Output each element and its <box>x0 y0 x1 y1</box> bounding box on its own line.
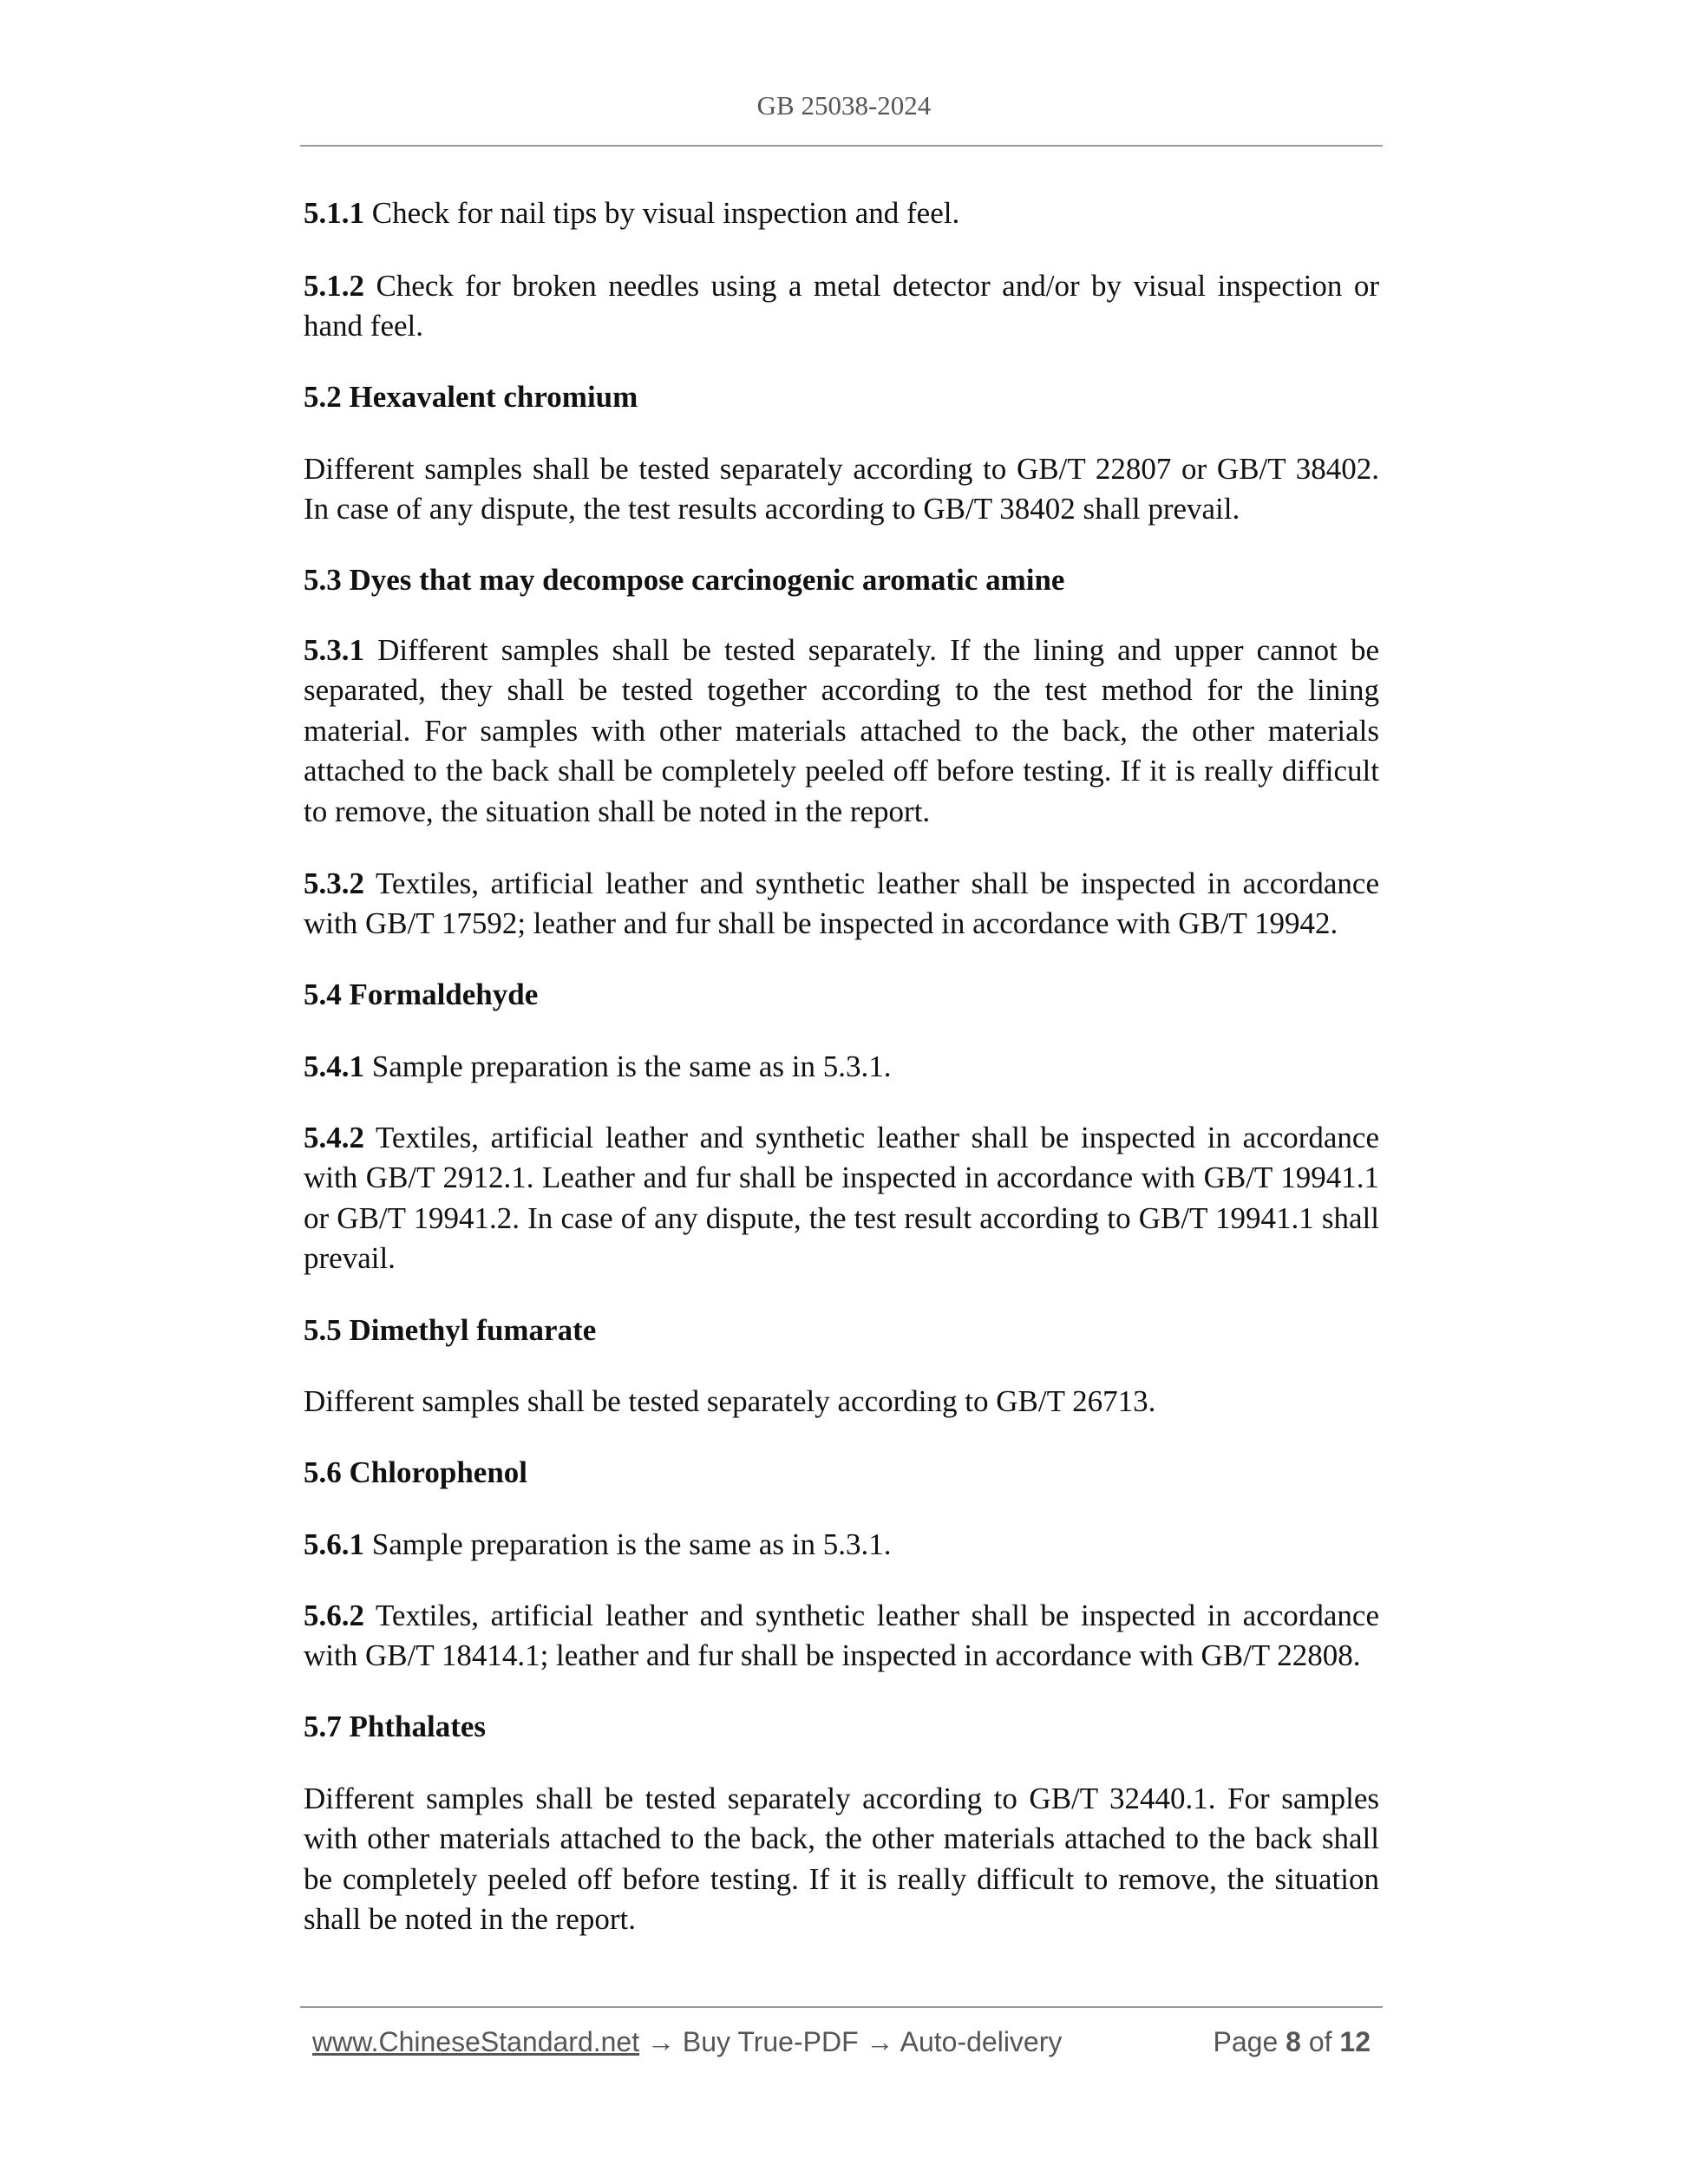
clause-text: Check for nail tips by visual inspection and feel. <box>364 196 960 230</box>
clause-5-6-1 <box>304 1525 1379 1565</box>
page-footer <box>312 2026 1371 2058</box>
clause-number: 5.6.1 <box>304 1527 364 1561</box>
heading-5-2: 5.2 Hexavalent chromium <box>304 380 638 414</box>
clause-number: 5.4.2 <box>304 1121 364 1154</box>
heading-5-7: 5.7 Phthalates <box>304 1710 486 1743</box>
clause-number: 5.1.2 <box>304 269 364 303</box>
clause-text: Sample preparation is the same as in 5.3.1. <box>364 1049 892 1083</box>
clause-text: Check for broken needles using a metal detector and/or by visual inspection or hand feel. <box>304 269 1379 343</box>
website-link[interactable]: www.ChineseStandard.net <box>312 2026 640 2057</box>
total-pages: 12 <box>1339 2026 1371 2057</box>
page-indicator <box>1214 2026 1371 2058</box>
page-label: Page <box>1213 2026 1279 2057</box>
footer-promo <box>312 2026 1062 2058</box>
clause-5-3-1 <box>304 631 1379 832</box>
clause-5-3-2 <box>304 864 1379 945</box>
of-label: of <box>1308 2026 1332 2057</box>
clause-number: 5.6.2 <box>304 1599 364 1632</box>
clause-5-4-1 <box>304 1047 1379 1087</box>
clause-text: Sample preparation is the same as in 5.3.1. <box>364 1527 892 1561</box>
paragraph-5-5: Different samples shall be tested separately according to GB/T 26713. <box>304 1384 1156 1418</box>
clause-text: Textiles, artificial leather and synthetic leather shall be inspected in accordance with GB/T 18414.1; leather and fur shall be inspected in accordance with GB/T 22808. <box>304 1599 1379 1673</box>
heading-5-4: 5.4 Formaldehyde <box>304 978 539 1011</box>
clause-number: 5.3.1 <box>304 633 364 667</box>
heading-5-6: 5.6 Chlorophenol <box>304 1455 528 1489</box>
clause-5-6-2 <box>304 1596 1379 1677</box>
clause-text: Textiles, artificial leather and synthetic leather shall be inspected in accordance with GB/T 2912.1. Leather and fur shall be inspected in accordance with GB/T 19941.1 or GB/T 19941.2. In case of any dispute, the test result according to GB/T 19941.1 shall prevail. <box>304 1121 1379 1276</box>
clause-number: 5.3.2 <box>304 866 364 900</box>
clause-5-4-2 <box>304 1118 1379 1279</box>
header-divider <box>300 145 1383 147</box>
clause-5-1-1 <box>304 193 1379 233</box>
clause-number: 5.4.1 <box>304 1049 364 1083</box>
heading-5-3: 5.3 Dyes that may decompose carcinogenic aromatic amine <box>304 563 1065 597</box>
paragraph-5-2: Different samples shall be tested separately according to GB/T 22807 or GB/T 38402. In case of any dispute, the test results according to GB/T 38402 shall prevail. <box>304 452 1379 526</box>
clause-text: Textiles, artificial leather and synthetic leather shall be inspected in accordance with GB/T 17592; leather and fur shall be inspected in accordance with GB/T 19942. <box>304 866 1379 941</box>
document-header: GB 25038-2024 <box>756 90 932 121</box>
heading-5-5: 5.5 Dimethyl fumarate <box>304 1313 597 1347</box>
footer-promo-text: → Buy True-PDF → Auto-delivery <box>639 2026 1063 2057</box>
paragraph-5-7: Different samples shall be tested separately according to GB/T 32440.1. For samples with other materials attached to the back, the other materials attached to the back shall be completely peeled off before testing. If it is really difficult to remove, the situation shall be noted in the report. <box>304 1782 1379 1937</box>
page-number: 8 <box>1286 2026 1301 2057</box>
clause-text: Different samples shall be tested separately. If the lining and upper cannot be separated, they shall be tested together according to the test method for the lining material. For samples with other materials attached to the back, the other materials attached to the back shall be completely peeled off before testing. If it is really difficult to remove, the situation shall be noted in the report. <box>304 633 1379 828</box>
clause-5-1-2 <box>304 266 1379 347</box>
clause-number: 5.1.1 <box>304 196 364 230</box>
footer-divider <box>300 2006 1383 2008</box>
